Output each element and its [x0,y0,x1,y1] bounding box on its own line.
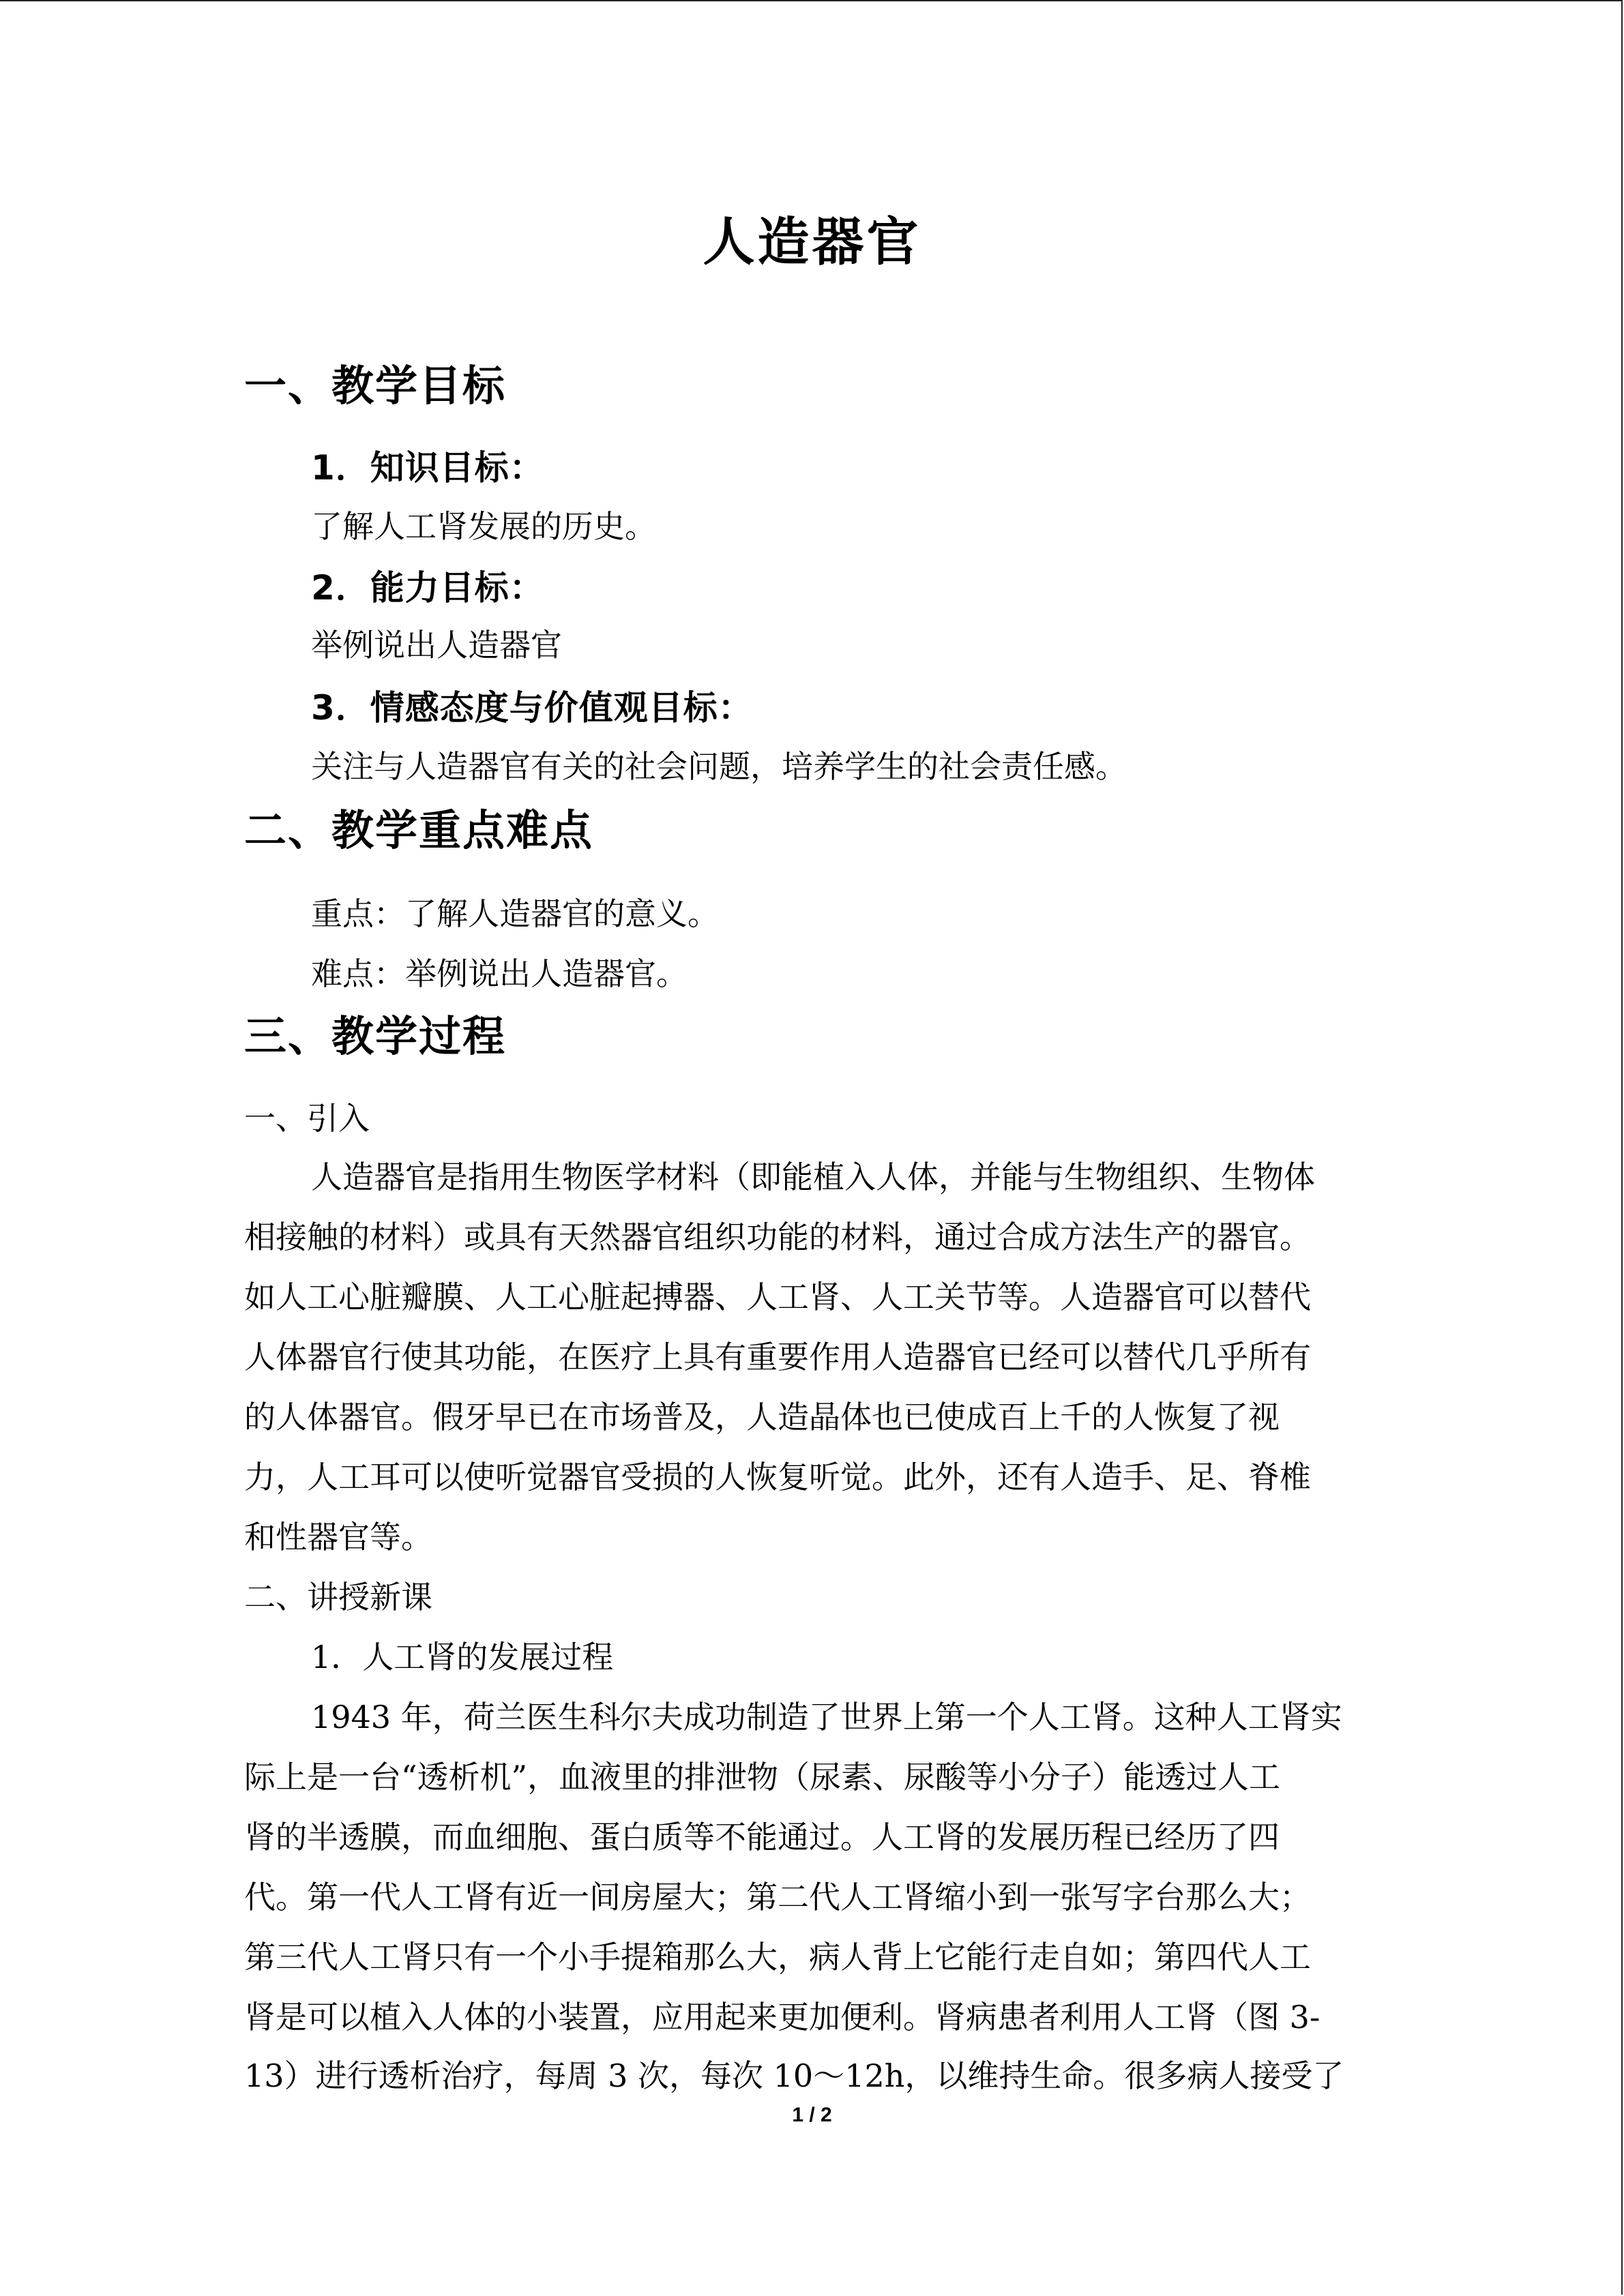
emotion-text: 关注与人造器官有关的社会问题，培养学生的社会责任感。 [311,748,1127,785]
ability-text: 举例说出人造器官 [311,627,562,664]
intro-line: 相接触的材料）或具有天然器官组织功能的材料，通过合成方法生产的器官。 [244,1219,1311,1255]
key-point-text: 重点：了解人造器官的意义。 [311,895,719,932]
kidney-line: 1943 年，荷兰医生科尔夫成功制造了世界上第一个人工肾。这种人工肾实 [311,1699,1342,1735]
section-heading-keypoints: 二、教学重点难点 [244,805,594,855]
intro-line: 力，人工耳可以使听觉器官受损的人恢复听觉。此外，还有人造手、足、脊椎 [244,1459,1311,1495]
intro-heading: 一、引入 [244,1100,370,1137]
page-number: 1 / 2 [792,2104,832,2126]
document-title: 人造器官 [703,211,921,272]
kidney-line: 肾的半透膜，而血细胞、蛋白质等不能通过。人工肾的发展历程已经历了四 [244,1819,1280,1855]
subheading-emotion: 3．情感态度与价值观目标： [311,688,753,728]
new-lesson-heading: 二、讲授新课 [244,1579,432,1615]
kidney-line: 第三代人工肾只有一个小手提箱那么大，病人背上它能行走自如；第四代人工 [244,1939,1311,1976]
difficult-point-text: 难点：举例说出人造器官。 [311,955,688,992]
kidney-line: 际上是一台“透析机”，血液里的排泄物（尿素、尿酸等小分子）能透过人工 [244,1759,1281,1795]
intro-line: 的人体器官。假牙早已在市场普及，人造晶体也已使成百上千的人恢复了视 [244,1399,1280,1435]
kidney-subheading: 1．人工肾的发展过程 [311,1639,614,1675]
kidney-line: 代。第一代人工肾有近一间房屋大；第二代人工肾缩小到一张写字台那么大； [244,1879,1311,1915]
subheading-ability: 2．能力目标： [311,568,544,608]
intro-line: 人体器官行使其功能，在医疗上具有重要作用人造器官已经可以替代几乎所有 [244,1339,1311,1375]
section-heading-process: 三、教学过程 [244,1011,507,1061]
knowledge-text: 了解人工肾发展的历史。 [311,508,656,545]
kidney-line: 肾是可以植入人体的小装置，应用起来更加便利。肾病患者利用人工肾（图 3- [244,1999,1320,2036]
intro-line: 如人工心脏瓣膜、人工心脏起搏器、人工肾、人工关节等。人造器官可以替代 [244,1279,1311,1315]
intro-line: 和性器官等。 [244,1519,432,1555]
kidney-line: 13）进行透析治疗，每周 3 次，每次 10～12h，以维持生命。很多病人接受了 [244,2057,1344,2094]
subheading-knowledge: 1．知识目标： [311,448,544,488]
intro-line: 人造器官是指用生物医学材料（即能植入人体，并能与生物组织、生物体 [311,1159,1315,1195]
section-heading-objectives: 一、教学目标 [244,361,507,411]
